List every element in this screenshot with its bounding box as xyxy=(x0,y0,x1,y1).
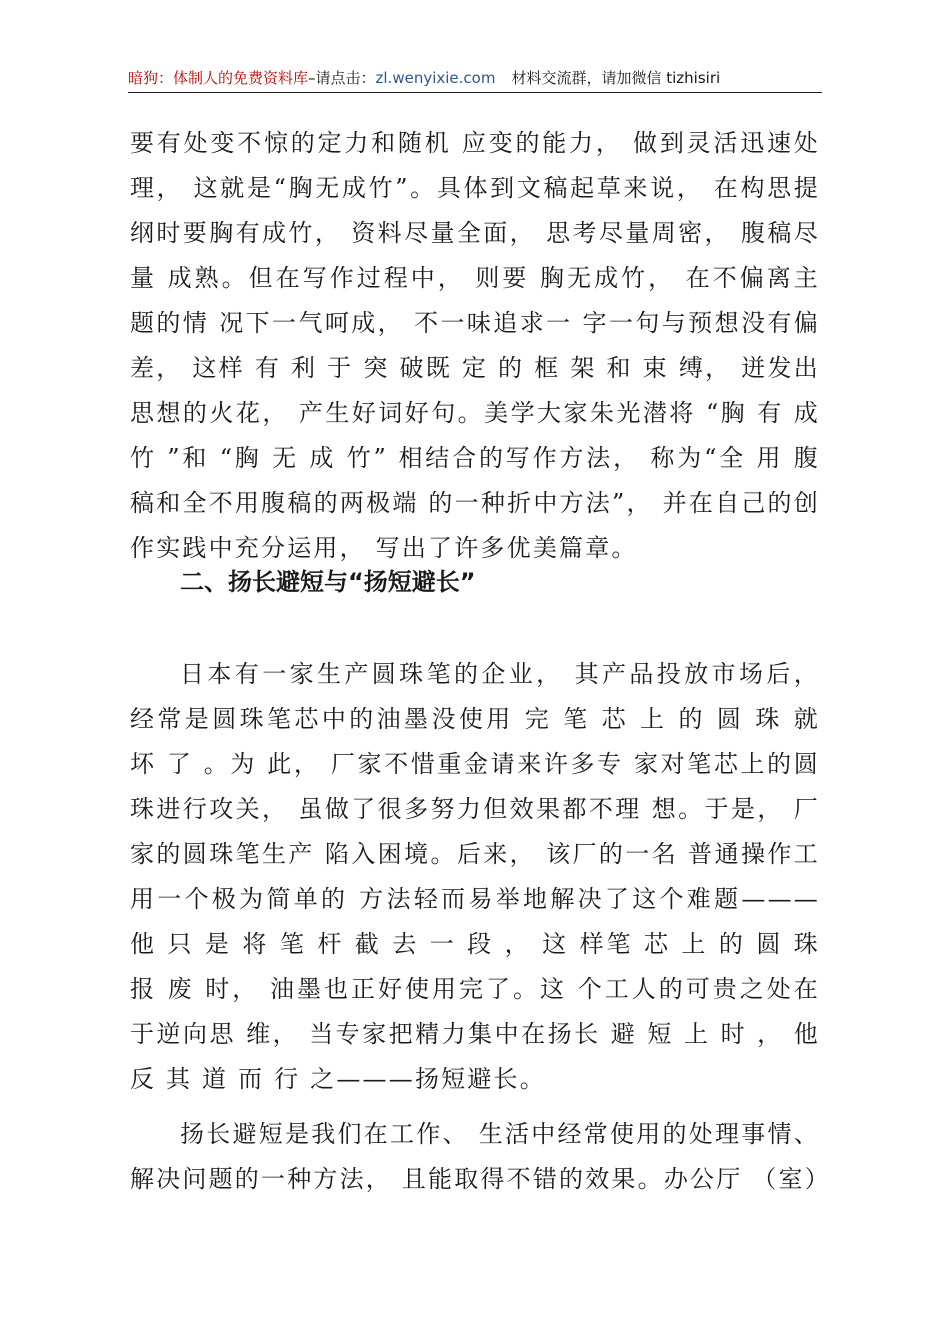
header-brand: 暗狗：体制人的免费资料库 xyxy=(128,69,309,87)
paragraph-2: 日本有一家生产圆珠笔的企业， 其产品投放市场后， 经常是圆珠笔芯中的油墨没使用 完 笔 芯 上 的 圆 珠 就 坏 了 。为 此， 厂家不惜重金请来许多专 家对笔芯上的圆珠进行攻关， 虽做了很多努力但效果都不理 想。于是， 厂家的圆珠笔生产 陷入困境。后来， 该厂的一名 普通操作工用一个极为简单的 方法轻而易举地解决了这个难题———他 只 是 将 笔 杆 截 去 一 段 ， 这 样笔 芯 上 的 圆 珠 报 废 时， 油墨也正好使用完了。这 个工人的可贵之处在于逆向思 维， 当专家把精力集中在扬长 避 短 上 时 ， 他 反 其 道 而 行 之———扬短避长。 xyxy=(130,660,820,1093)
header-divider xyxy=(128,92,822,93)
paragraph-1: 要有处变不惊的定力和随机 应变的能力， 做到灵活迅速处理， 这就是“胸无成竹”。具体到文稿起草来说， 在构思提纲时要胸有成竹， 资料尽量全面， 思考尽量周密， 腹稿尽量 成熟。但在写作过程中， 则要 胸无成竹， 在不偏离主题的情 况下一气呵成， 不一味追求一 字一句与预想没有偏差， 这样 有 利 于 突 破既 定 的 框 架 和 束 缚， 迸发出思想的火花， 产生好词好句。美学大家朱光潜将 “胸 有 成 竹 ”和 “胸 无 成 竹” 相结合的写作方法， 称为“全 用 腹稿和全不用腹稿的两极端 的一种折中方法”， 并在自己的创作实践中充分运用， 写出了许多优美篇章。 xyxy=(130,129,820,562)
page-header xyxy=(128,64,822,92)
header-url-link[interactable]: zl.wenyixie.com xyxy=(375,69,496,87)
paragraph-3: 扬长避短是我们在工作、 生活中经常使用的处理事情、解决问题的一种方法， 且能取得不错的效果。办公厅 （室） xyxy=(130,1120,831,1193)
section-heading-2: 二、扬长避短与“扬短避长” xyxy=(180,568,476,596)
header-click-label: –请点击： xyxy=(308,69,376,87)
header-wechat-note: 材料交流群，请加微信 tizhisiri xyxy=(511,69,721,87)
